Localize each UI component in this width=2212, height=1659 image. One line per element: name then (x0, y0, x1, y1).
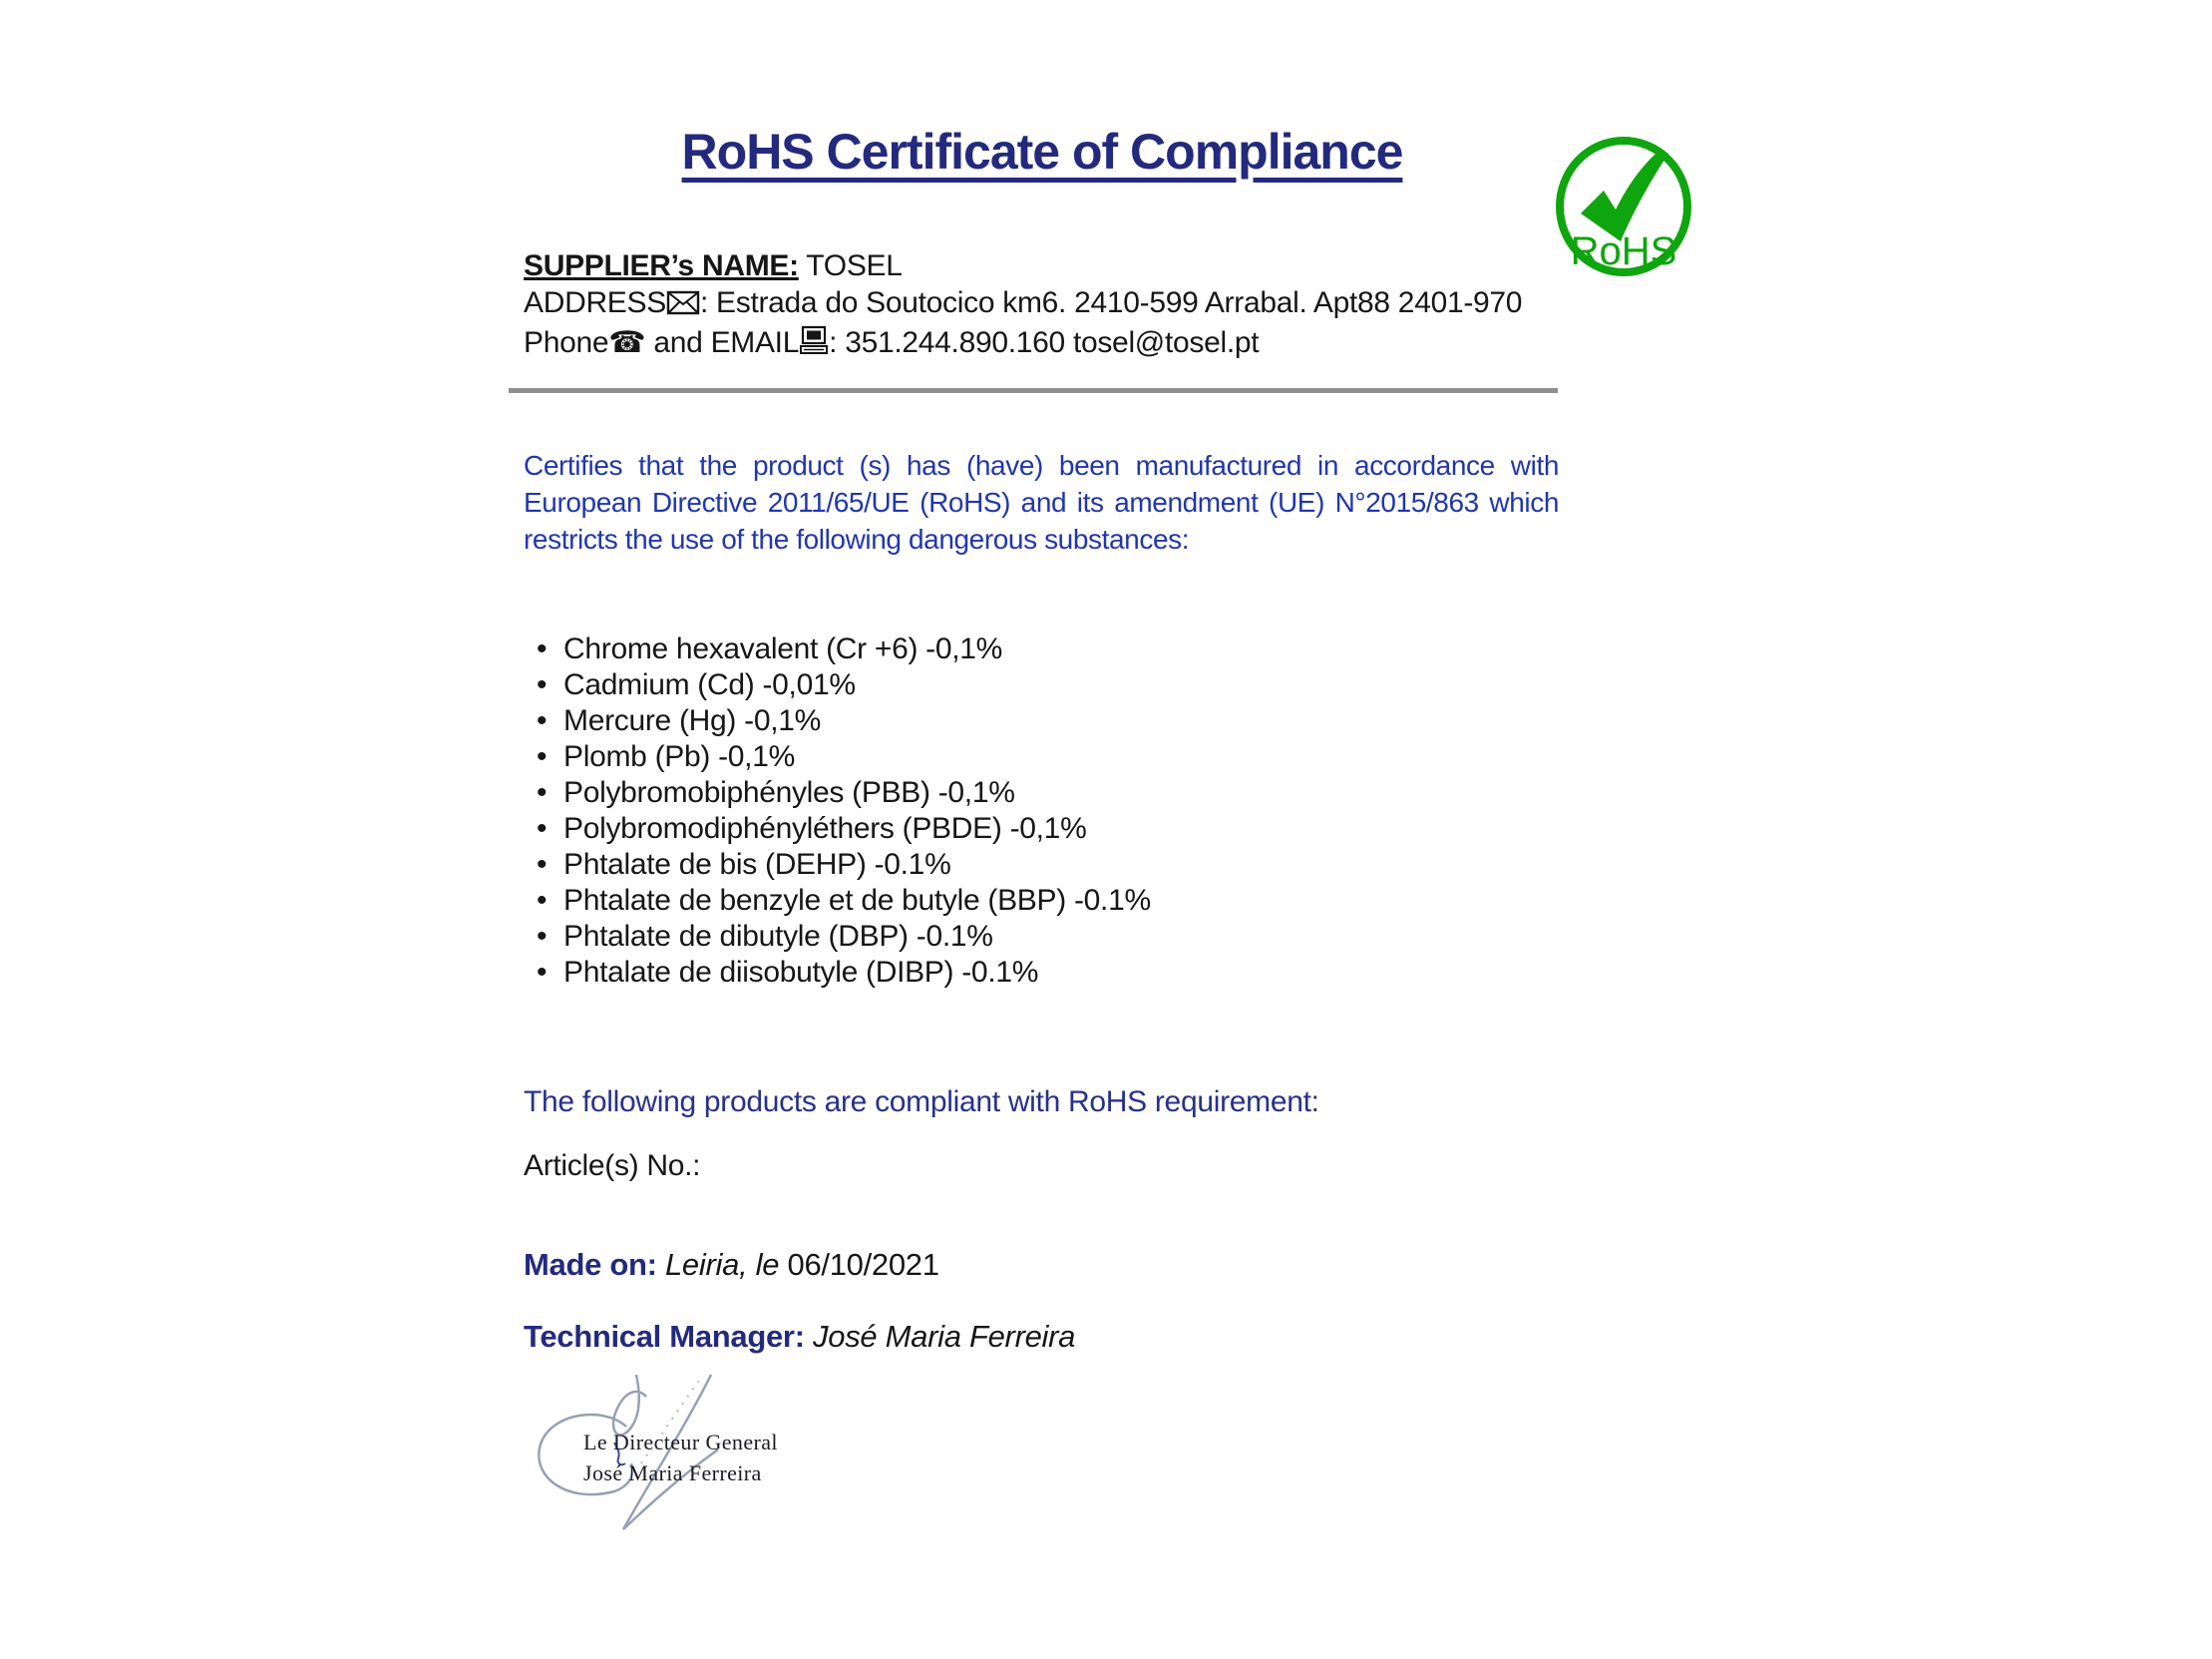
supplier-block (524, 247, 1522, 364)
substance-text: Polybromobiphényles (PBB) -0,1% (563, 776, 1015, 809)
page-title (524, 122, 1561, 182)
made-on-date: 06/10/2021 (787, 1247, 939, 1282)
bullet: • (537, 776, 548, 809)
substance-item (537, 739, 1151, 775)
phone-label: Phone (524, 326, 609, 359)
envelope-icon (666, 287, 700, 324)
made-on-line (524, 1247, 939, 1283)
substance-item (537, 847, 1151, 883)
substance-text: Polybromodiphényléthers (PBDE) -0,1% (563, 812, 1087, 845)
rohs-logo-graphic (1552, 134, 1695, 279)
address-colon: : (699, 286, 708, 319)
contact-value: 351.244.890.160 tosel@tosel.pt (845, 326, 1260, 359)
supplier-name-line (524, 247, 1522, 284)
compliance-statement: The following products are compliant with RoHS requirement: (524, 1085, 1319, 1118)
substance-text: Cadmium (Cd) -0,01% (563, 668, 856, 701)
substance-text: Phtalate de benzyle et de butyle (BBP) -0.1% (563, 884, 1151, 917)
substance-item (537, 703, 1151, 739)
made-on-label: Made on: (524, 1247, 657, 1282)
certification-line: Certifies that the product (s) has (have) been manufactured in accordance with (524, 450, 1559, 481)
email-label: and EMAIL (653, 326, 800, 359)
manager-line (524, 1319, 1075, 1355)
certification-line: restricts the use of the following dangerous substances: (524, 524, 1190, 555)
supplier-name-label: SUPPLIER’s NAME: (524, 249, 799, 282)
bullet: • (537, 740, 548, 773)
address-value: Estrada do Soutocico km6. 2410-599 Arrabal. Apt88 2401-970 (716, 286, 1523, 319)
supplier-name-value: TOSEL (806, 249, 903, 282)
bullet: • (537, 668, 548, 701)
contact-colon: : (829, 326, 838, 359)
bullet: • (537, 848, 548, 881)
bullet: • (537, 956, 548, 989)
stamp-text (583, 1427, 778, 1488)
substance-text: Phtalate de dibutyle (DBP) -0.1% (563, 920, 993, 953)
bullet: • (537, 884, 548, 917)
substance-text: Phtalate de diisobutyle (DIBP) -0.1% (563, 956, 1039, 989)
divider (509, 388, 1558, 393)
substance-text: Plomb (Pb) -0,1% (563, 740, 795, 773)
substances-list (537, 631, 1151, 991)
address-label: ADDRESS (524, 286, 666, 319)
bullet: • (537, 812, 548, 845)
substance-item (537, 919, 1151, 955)
computer-icon (799, 325, 829, 364)
bullet: • (537, 704, 548, 737)
substance-text: Mercure (Hg) -0,1% (563, 704, 821, 737)
substance-item (537, 667, 1151, 703)
stamp-line-2: José Maria Ferreira (583, 1460, 762, 1485)
checkmark-icon (1581, 149, 1668, 241)
substance-item (537, 955, 1151, 991)
rohs-logo (1552, 134, 1695, 279)
contact-line (524, 324, 1522, 364)
stamp-line-1: Le Directeur General (583, 1430, 778, 1454)
bullet: • (537, 632, 548, 665)
bullet: • (537, 920, 548, 953)
phone-icon: ☎ (608, 325, 646, 360)
substance-item (537, 883, 1151, 919)
made-on-place: Leiria, le (664, 1247, 780, 1282)
substance-item (537, 775, 1151, 811)
article-number-line: Article(s) No.: (524, 1149, 701, 1182)
substance-text: Phtalate de bis (DEHP) -0.1% (563, 848, 951, 881)
substance-item (537, 631, 1151, 667)
page-title-text: RoHS Certificate of Compliance (681, 124, 1403, 180)
manager-label: Technical Manager: (524, 1319, 805, 1354)
certification-line: European Directive 2011/65/UE (RoHS) and its amendment (UE) N°2015/863 which (524, 487, 1559, 518)
substance-item (537, 811, 1151, 847)
manager-name: José Maria Ferreira (813, 1319, 1076, 1354)
address-line (524, 284, 1522, 324)
logo-label: RoHS (1570, 229, 1677, 273)
substance-text: Chrome hexavalent (Cr +6) -0,1% (563, 632, 1003, 665)
certification-paragraph (524, 447, 1559, 558)
